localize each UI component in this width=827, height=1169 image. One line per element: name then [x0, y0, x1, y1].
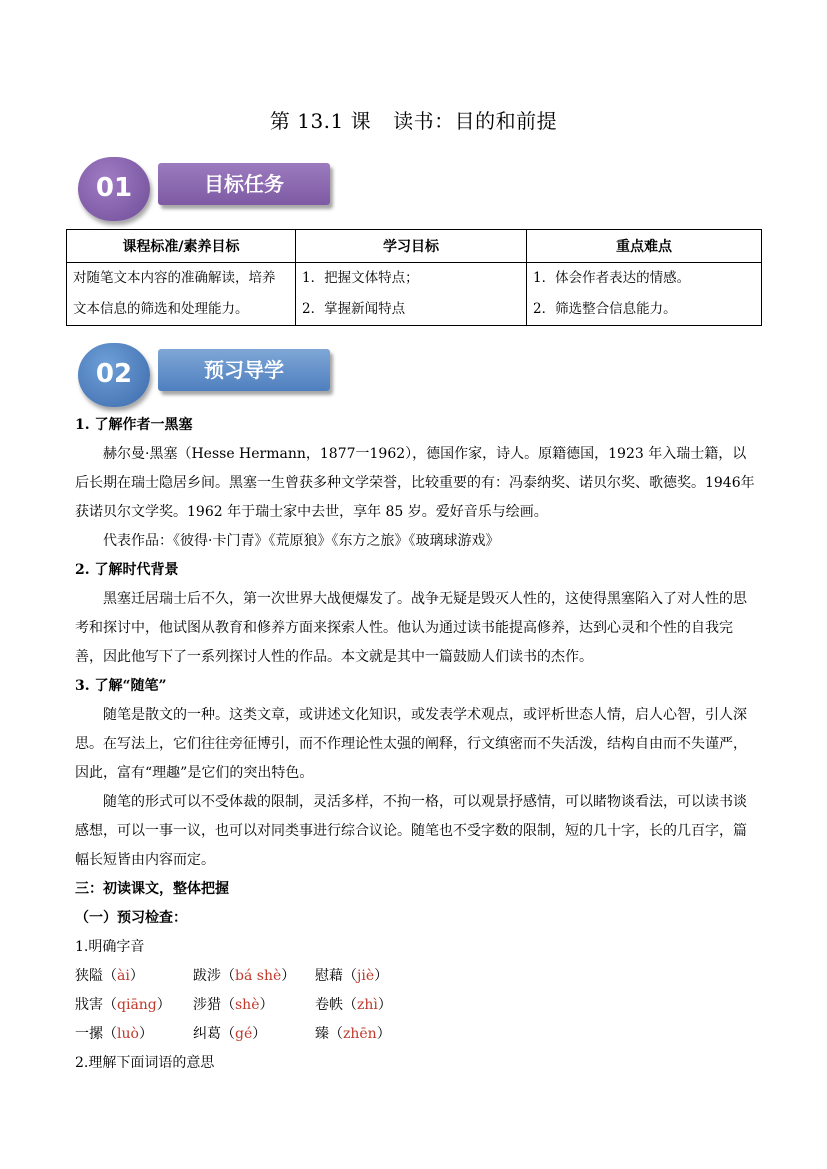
word: 一摞: [75, 1026, 103, 1042]
pinyin: jiè: [357, 968, 375, 984]
works-paragraph: 代表作品：《彼得·卡门青》《荒原狼》《东方之旅》《玻璃球游戏》: [103, 533, 500, 549]
page-title: [0, 105, 827, 134]
pinyin: bá shè: [235, 968, 282, 984]
pinyin: ài: [117, 968, 130, 984]
section-number: 01: [95, 173, 133, 203]
word-entry: 狭隘（ài）: [75, 968, 144, 984]
table-cell: [296, 263, 527, 326]
word: 臻: [315, 1026, 329, 1042]
word-entry: 慰藉（jiè）: [315, 968, 389, 984]
table-cell: [67, 263, 296, 326]
section-badge-goals: [78, 157, 338, 237]
essay-paragraph: 随笔是散文的一种。这类文章，或讲述文化知识，或发表学术观点，或评析世态人情，启人心智，引人深思。在写法上，它们往往旁征博引，而不作理论性太强的阐释，行文缜密而不失活泼，结构自由而不失谨严，因此，富有“理趣”是它们的突出特色。: [75, 707, 747, 781]
item-meaning: 2.理解下面词语的意思: [75, 1055, 215, 1071]
word-entry: 涉猎（shè）: [193, 997, 274, 1013]
cell-line: 2．掌握新闻特点: [302, 301, 406, 317]
word: 卷帙: [315, 997, 343, 1013]
word-entry: 跋涉（bá shè）: [193, 968, 296, 984]
table-header: 课程标准/素养目标: [67, 230, 296, 263]
heading-background: 2. 了解时代背景: [75, 562, 179, 578]
heading-first-reading: 三：初读课文，整体把握: [75, 881, 229, 897]
word-entry: 戕害（qiāng）: [75, 997, 171, 1013]
subheading-preview-check: （一）预习检查：: [75, 910, 187, 926]
word-entry: 纠葛（gé）: [193, 1026, 267, 1042]
lesson-topic: 读书：目的和前提: [393, 109, 558, 133]
pinyin-row: [75, 962, 755, 991]
item-pronunciation: 1.明确字音: [75, 939, 145, 955]
cell-line: 对随笔文本内容的准确解读，培养: [73, 270, 276, 286]
cell-line: 1．把握文体特点；: [302, 270, 419, 286]
lesson-number: 第 13.1 课: [269, 109, 372, 133]
word-entry: 臻（zhēn）: [315, 1026, 391, 1042]
section-number: 02: [95, 359, 133, 389]
table-cell: [527, 263, 762, 326]
word-entry: 卷帙（zhì）: [315, 997, 392, 1013]
cell-line: 2．筛选整合信息能力。: [533, 301, 677, 317]
cell-line: 文本信息的筛选和处理能力。: [73, 301, 249, 317]
section-number-circle: [78, 343, 150, 407]
word: 慰藉: [315, 968, 343, 984]
word: 跋涉: [193, 968, 221, 984]
table-header-row: [67, 230, 762, 263]
section-label: 预习导学: [204, 358, 284, 382]
table-header: 学习目标: [296, 230, 527, 263]
word-entry: 一摞（luò）: [75, 1026, 153, 1042]
pinyin: shè: [235, 997, 260, 1013]
pinyin-row: [75, 1020, 755, 1049]
heading-essay: 3. 了解“随笔”: [75, 678, 167, 694]
table-header: 重点难点: [527, 230, 762, 263]
pinyin-row: [75, 991, 755, 1020]
word: 狭隘: [75, 968, 103, 984]
pinyin: gé: [235, 1026, 253, 1042]
goals-table: [66, 229, 762, 326]
heading-author: 1. 了解作者一黑塞: [75, 417, 193, 433]
word: 纠葛: [193, 1026, 221, 1042]
section-number-circle: [78, 157, 150, 221]
word: 涉猎: [193, 997, 221, 1013]
cell-line: 1．体会作者表达的情感。: [533, 270, 691, 286]
table-row: [67, 263, 762, 326]
section-label-bar: [158, 349, 330, 391]
pinyin: zhì: [357, 997, 378, 1013]
preview-content: [75, 411, 755, 1078]
word: 戕害: [75, 997, 103, 1013]
author-paragraph: 赫尔曼·黑塞（Hesse Hermann，1877一1962），德国作家，诗人。原籍德国，1923 年入瑞士籍，以后长期在瑞士隐居乡间。黑塞一生曾获多种文学荣誉，比较重要的有：冯泰纳奖、诺贝尔奖、歌德奖。1946年获诺贝尔文学奖。1962 年于瑞士家中去世，享年 85 岁。爱好音乐与绘画。: [75, 446, 755, 520]
background-paragraph: 黑塞迁居瑞士后不久，第一次世界大战便爆发了。战争无疑是毁灭人性的，这使得黑塞陷入了对人性的思考和探讨中，他试图从教育和修养方面来探索人性。他认为通过读书能提高修养，达到心灵和个性的自我完善，因此他写下了一系列探讨人性的作品。本文就是其中一篇鼓励人们读书的杰作。: [75, 591, 747, 665]
essay-paragraph: 随笔的形式可以不受体裁的限制，灵活多样，不拘一格，可以观景抒感情，可以睹物谈看法，可以读书谈感想，可以一事一议，也可以对同类事进行综合议论。随笔也不受字数的限制，短的几十字，长的几百字，篇幅长短皆由内容而定。: [75, 794, 747, 868]
pinyin: zhēn: [343, 1026, 377, 1042]
pinyin: qiāng: [117, 997, 157, 1013]
pinyin: luò: [117, 1026, 139, 1042]
section-label: 目标任务: [204, 172, 284, 196]
section-label-bar: [158, 163, 330, 205]
